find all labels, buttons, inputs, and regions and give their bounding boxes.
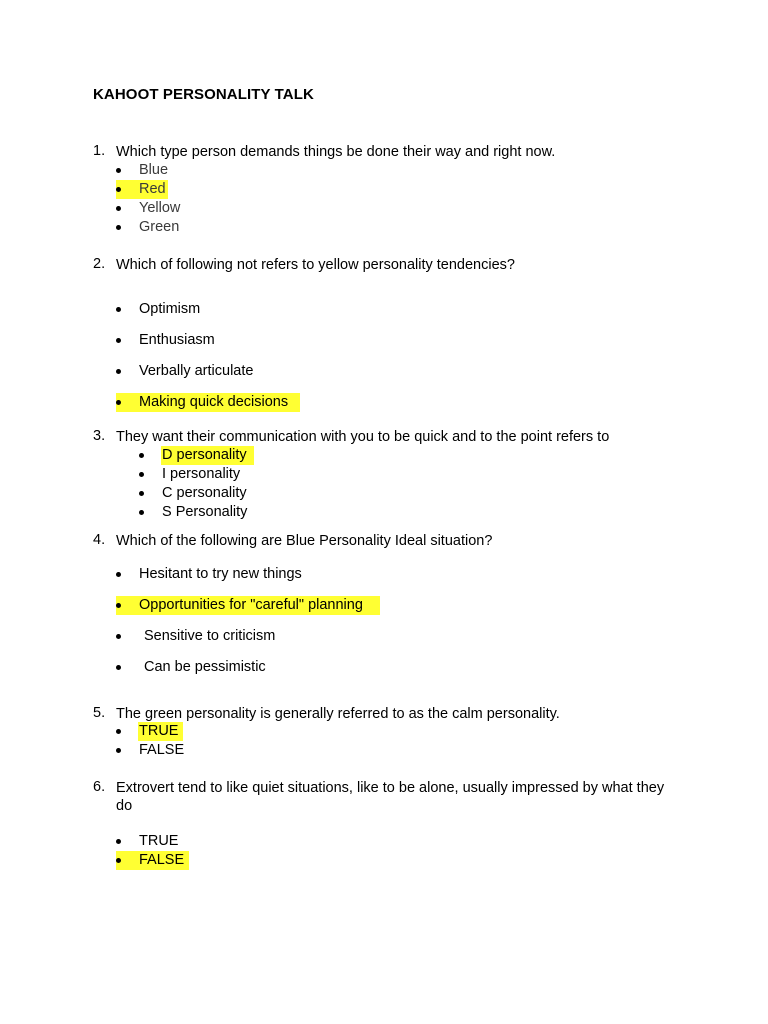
option-text: Enthusiasm bbox=[139, 332, 215, 348]
option-text: Opportunities for "careful" planning bbox=[139, 597, 363, 613]
option-highlighted bbox=[116, 180, 416, 199]
bullet-icon bbox=[116, 168, 121, 173]
option-text: C personality bbox=[162, 485, 247, 501]
option bbox=[116, 741, 416, 760]
bullet-icon bbox=[116, 206, 121, 211]
option bbox=[116, 199, 416, 218]
bullet-icon bbox=[116, 839, 121, 844]
question-text: Which of the following are Blue Personality Ideal situation? bbox=[116, 533, 493, 549]
option bbox=[116, 300, 416, 319]
bullet-icon bbox=[116, 369, 121, 374]
option bbox=[116, 658, 436, 677]
bullet-icon bbox=[116, 748, 121, 753]
question-number: 4. bbox=[93, 532, 106, 548]
option-text: Can be pessimistic bbox=[144, 659, 266, 675]
option-text: TRUE bbox=[139, 833, 179, 849]
option bbox=[139, 484, 439, 503]
question-text: Extrovert tend to like quiet situations, like to be alone, usually impressed by what they do bbox=[116, 780, 665, 814]
option bbox=[139, 503, 439, 522]
option-text: Red bbox=[139, 181, 166, 197]
option bbox=[116, 565, 436, 584]
question-number: 2. bbox=[93, 256, 106, 272]
question-number: 3. bbox=[93, 428, 106, 444]
bullet-icon bbox=[116, 858, 121, 863]
bullet-icon bbox=[116, 572, 121, 577]
option bbox=[116, 218, 416, 237]
question-number: 1. bbox=[93, 143, 106, 159]
option-highlighted bbox=[116, 851, 416, 870]
option-text: FALSE bbox=[139, 742, 185, 758]
option-text: D personality bbox=[162, 447, 247, 463]
option-text: FALSE bbox=[139, 852, 185, 868]
option bbox=[139, 465, 439, 484]
bullet-icon bbox=[116, 187, 121, 192]
option-highlighted bbox=[116, 596, 436, 615]
option-highlighted bbox=[139, 446, 439, 465]
option-text: I personality bbox=[162, 466, 241, 482]
question-text: Which of following not refers to yellow personality tendencies? bbox=[116, 257, 515, 273]
bullet-icon bbox=[116, 603, 121, 608]
bullet-icon bbox=[116, 729, 121, 734]
bullet-icon bbox=[116, 400, 121, 405]
option-text: Making quick decisions bbox=[139, 394, 289, 410]
document-title: KAHOOT PERSONALITY TALK bbox=[93, 86, 314, 103]
bullet-icon bbox=[139, 491, 144, 496]
option bbox=[116, 161, 416, 180]
bullet-icon bbox=[139, 510, 144, 515]
option-highlighted bbox=[116, 722, 416, 741]
option bbox=[116, 362, 416, 381]
option bbox=[116, 832, 416, 851]
option-text: Sensitive to criticism bbox=[144, 628, 276, 644]
bullet-icon bbox=[139, 472, 144, 477]
question-text: They want their communication with you to be quick and to the point refers to bbox=[116, 429, 610, 445]
bullet-icon bbox=[116, 307, 121, 312]
bullet-icon bbox=[139, 453, 144, 458]
bullet-icon bbox=[116, 665, 121, 670]
option-text: Verbally articulate bbox=[139, 363, 254, 379]
option-text: Yellow bbox=[139, 200, 181, 216]
option-text: TRUE bbox=[139, 723, 179, 739]
question-number: 6. bbox=[93, 779, 106, 795]
option bbox=[116, 627, 436, 646]
option-text: Blue bbox=[139, 162, 169, 178]
bullet-icon bbox=[116, 338, 121, 343]
option-text: S Personality bbox=[162, 504, 248, 520]
bullet-icon bbox=[116, 634, 121, 639]
option-highlighted bbox=[116, 393, 416, 412]
question-text: Which type person demands things be done their way and right now. bbox=[116, 144, 556, 160]
option-text: Optimism bbox=[139, 301, 201, 317]
question-number: 5. bbox=[93, 705, 106, 721]
bullet-icon bbox=[116, 225, 121, 230]
question-text: The green personality is generally referred to as the calm personality. bbox=[116, 706, 560, 722]
option bbox=[116, 331, 416, 350]
option-text: Hesitant to try new things bbox=[139, 566, 302, 582]
option-text: Green bbox=[139, 219, 180, 235]
